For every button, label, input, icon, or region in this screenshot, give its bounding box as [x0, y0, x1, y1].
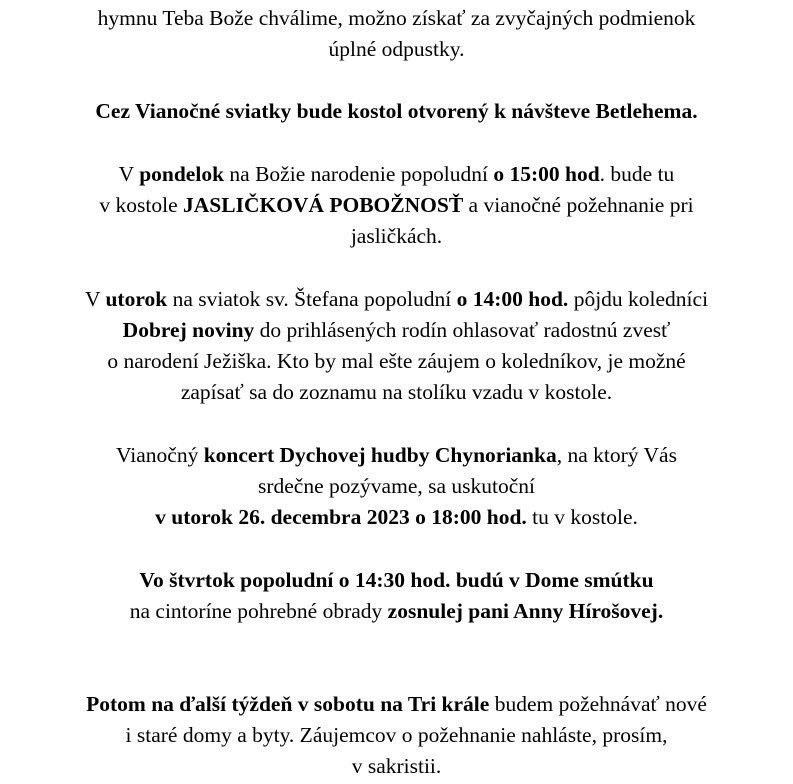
- monday-l2-a: v kostole: [99, 193, 184, 217]
- funeral-l1: Vo štvrtok popoludní o 14:30 hod. budú v Dome smútku: [139, 568, 654, 592]
- concert-l3-b: tu v kostole.: [526, 505, 638, 529]
- blessing-line-3: v sakristii.: [351, 754, 442, 778]
- monday-l1-c: na Božie narodenie popoludní: [224, 162, 494, 186]
- concert-l3-a: v utorok 26. decembra 2023 o 18:00 hod.: [155, 505, 527, 529]
- monday-l2-c: a vianočné požehnanie pri: [463, 193, 694, 217]
- funeral-line-2: [0, 597, 793, 625]
- monday-line-1: [0, 160, 793, 188]
- tuesday-line-2: [0, 316, 793, 344]
- concert-line-3: [0, 503, 793, 531]
- monday-l1-b: pondelok: [139, 162, 225, 186]
- concert-line-2: srdečne pozývame, sa uskutoční: [257, 474, 536, 498]
- blessing-l1-a: Potom na ďalší týždeň v sobotu na Tri krále: [86, 692, 490, 716]
- funeral-line-1: [0, 566, 793, 594]
- monday-l1-d: o 15:00 hod: [493, 162, 600, 186]
- tuesday-l1-b: utorok: [105, 287, 168, 311]
- funeral-l2-a: na cintoríne pohrebné obrady: [129, 599, 388, 623]
- betlehem-text: Cez Vianočné sviatky bude kostol otvorený k návšteve Betlehema.: [95, 99, 698, 123]
- concert-l1-b: koncert Dychovej hudby Chynorianka: [203, 443, 557, 467]
- blessing-line-1: [0, 690, 793, 718]
- tuesday-line-4: zapísať sa do zoznamu na stolíku vzadu v kostole.: [180, 380, 613, 404]
- tuesday-l1-d: o 14:00 hod.: [456, 287, 569, 311]
- tuesday-l2-a: Dobrej noviny: [122, 318, 255, 342]
- tuesday-line-1: [0, 285, 793, 313]
- concert-l1-c: , na ktorý Vás: [556, 443, 677, 467]
- tuesday-l1-a: V: [84, 287, 106, 311]
- blessing-l1-b: budem požehnávať nové: [489, 692, 707, 716]
- monday-l2-b: JASLIČKOVÁ POBOŽNOSŤ: [183, 193, 464, 217]
- tuesday-l1-e: pôjdu koledníci: [568, 287, 709, 311]
- monday-l1-a: V: [118, 162, 140, 186]
- concert-l1-a: Vianočný: [116, 443, 204, 467]
- monday-line-2: [0, 191, 793, 219]
- tuesday-line-3: o narodení Ježiška. Kto by mal ešte záujem o koledníkov, je možné: [107, 349, 686, 373]
- monday-l1-e: . bude tu: [599, 162, 675, 186]
- tuesday-l1-c: na sviatok sv. Štefana popoludní: [167, 287, 457, 311]
- intro-line-2: úplné odpustky.: [328, 37, 465, 61]
- concert-line-1: [0, 441, 793, 469]
- intro-line-1: hymnu Teba Bože chválime, možno získať za zvyčajných podmienok: [97, 6, 696, 30]
- monday-line-3: jasličkách.: [350, 224, 443, 248]
- betlehem-notice: [0, 97, 793, 125]
- blessing-line-2: i staré domy a byty. Záujemcov o požehnanie nahláste, prosím,: [125, 723, 668, 747]
- funeral-l2-b: zosnulej pani Anny Hírošovej.: [387, 599, 664, 623]
- tuesday-l2-b: do prihlásených rodín ohlasovať radostnú zvesť: [254, 318, 671, 342]
